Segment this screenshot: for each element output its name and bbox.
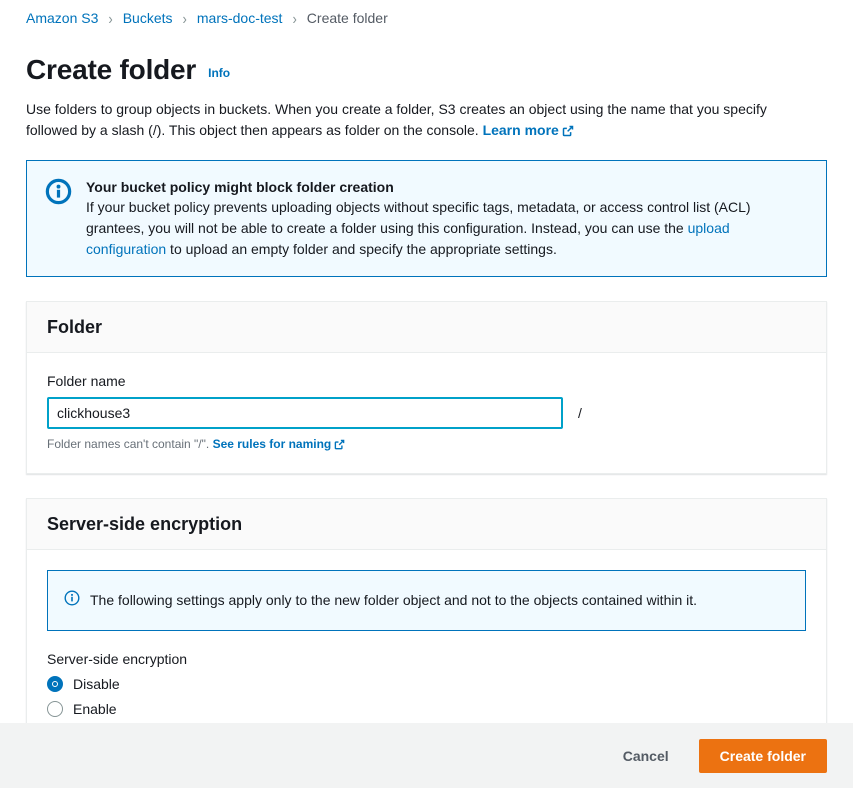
encryption-panel — [26, 498, 827, 738]
alert-title: Your bucket policy might block folder creation — [86, 179, 394, 195]
info-link[interactable]: Info — [208, 66, 231, 80]
alert-body-text-after: to upload an empty folder and specify the appropriate settings. — [166, 241, 557, 257]
alert-body-text: If your bucket policy prevents uploading objects without specific tags, metadata, or access control list (ACL) grantees, you will not be able to create a folder using this configuration. Instead, you can use the — [86, 199, 751, 236]
breadcrumb-buckets[interactable]: Buckets — [122, 10, 173, 26]
radio-selected-icon[interactable] — [47, 676, 63, 692]
alert-body — [86, 197, 806, 260]
folder-name-input[interactable] — [47, 397, 563, 429]
radio-option-enable[interactable] — [47, 701, 806, 717]
helper-text: Folder names can't contain "/". — [47, 437, 213, 451]
encryption-panel-title: Server-side encryption — [47, 514, 243, 534]
folder-name-label: Folder name — [47, 373, 126, 389]
title-row — [26, 54, 827, 86]
naming-rules-link[interactable] — [213, 437, 346, 451]
breadcrumb-bucket-name[interactable]: mars-doc-test — [196, 10, 283, 26]
external-link-icon — [334, 439, 345, 453]
learn-more-label: Learn more — [482, 122, 559, 138]
encryption-panel-body — [27, 550, 826, 737]
encryption-info-alert — [47, 570, 806, 631]
breadcrumb-current: Create folder — [306, 10, 388, 26]
folder-name-row — [47, 397, 806, 429]
folder-name-helper — [47, 437, 806, 453]
folder-panel-body — [27, 353, 826, 473]
cancel-button[interactable]: Cancel — [622, 747, 669, 764]
breadcrumb-amazon-s3[interactable]: Amazon S3 — [26, 10, 99, 26]
breadcrumb-separator-icon: › — [182, 9, 187, 27]
external-link-icon — [562, 122, 574, 143]
breadcrumb — [26, 0, 827, 26]
radio-label-disable: Disable — [73, 676, 120, 692]
encryption-panel-header — [27, 499, 826, 550]
folder-panel — [26, 301, 827, 474]
folder-panel-title: Folder — [47, 317, 103, 337]
info-icon — [64, 590, 80, 611]
encryption-group-label: Server-side encryption — [47, 651, 188, 667]
breadcrumb-separator-icon: › — [108, 9, 113, 27]
encryption-info-text: The following settings apply only to the new folder object and not to the objects contained within it. — [90, 592, 698, 608]
page-title: Create folder — [26, 54, 197, 85]
create-folder-button[interactable]: Create folder — [699, 739, 827, 773]
upload-configuration-link[interactable]: upload configuration — [86, 220, 730, 257]
page-description — [26, 99, 808, 143]
folder-panel-header — [27, 302, 826, 353]
naming-rules-label: See rules for naming — [212, 437, 332, 451]
alert-content — [86, 177, 806, 260]
learn-more-link[interactable] — [483, 122, 574, 138]
radio-unselected-icon[interactable] — [47, 701, 63, 717]
radio-label-enable: Enable — [73, 701, 117, 717]
slash-suffix: / — [578, 405, 582, 421]
footer-action-bar — [0, 723, 853, 788]
info-icon — [45, 178, 72, 260]
bucket-policy-alert — [26, 160, 827, 277]
description-text: Use folders to group objects in buckets. When you create a folder, S3 creates an object using the name that you specify followed by a slash (/). This object then appears as folder on the console. — [26, 101, 767, 138]
breadcrumb-separator-icon: › — [292, 9, 297, 27]
radio-option-disable[interactable] — [47, 676, 806, 692]
